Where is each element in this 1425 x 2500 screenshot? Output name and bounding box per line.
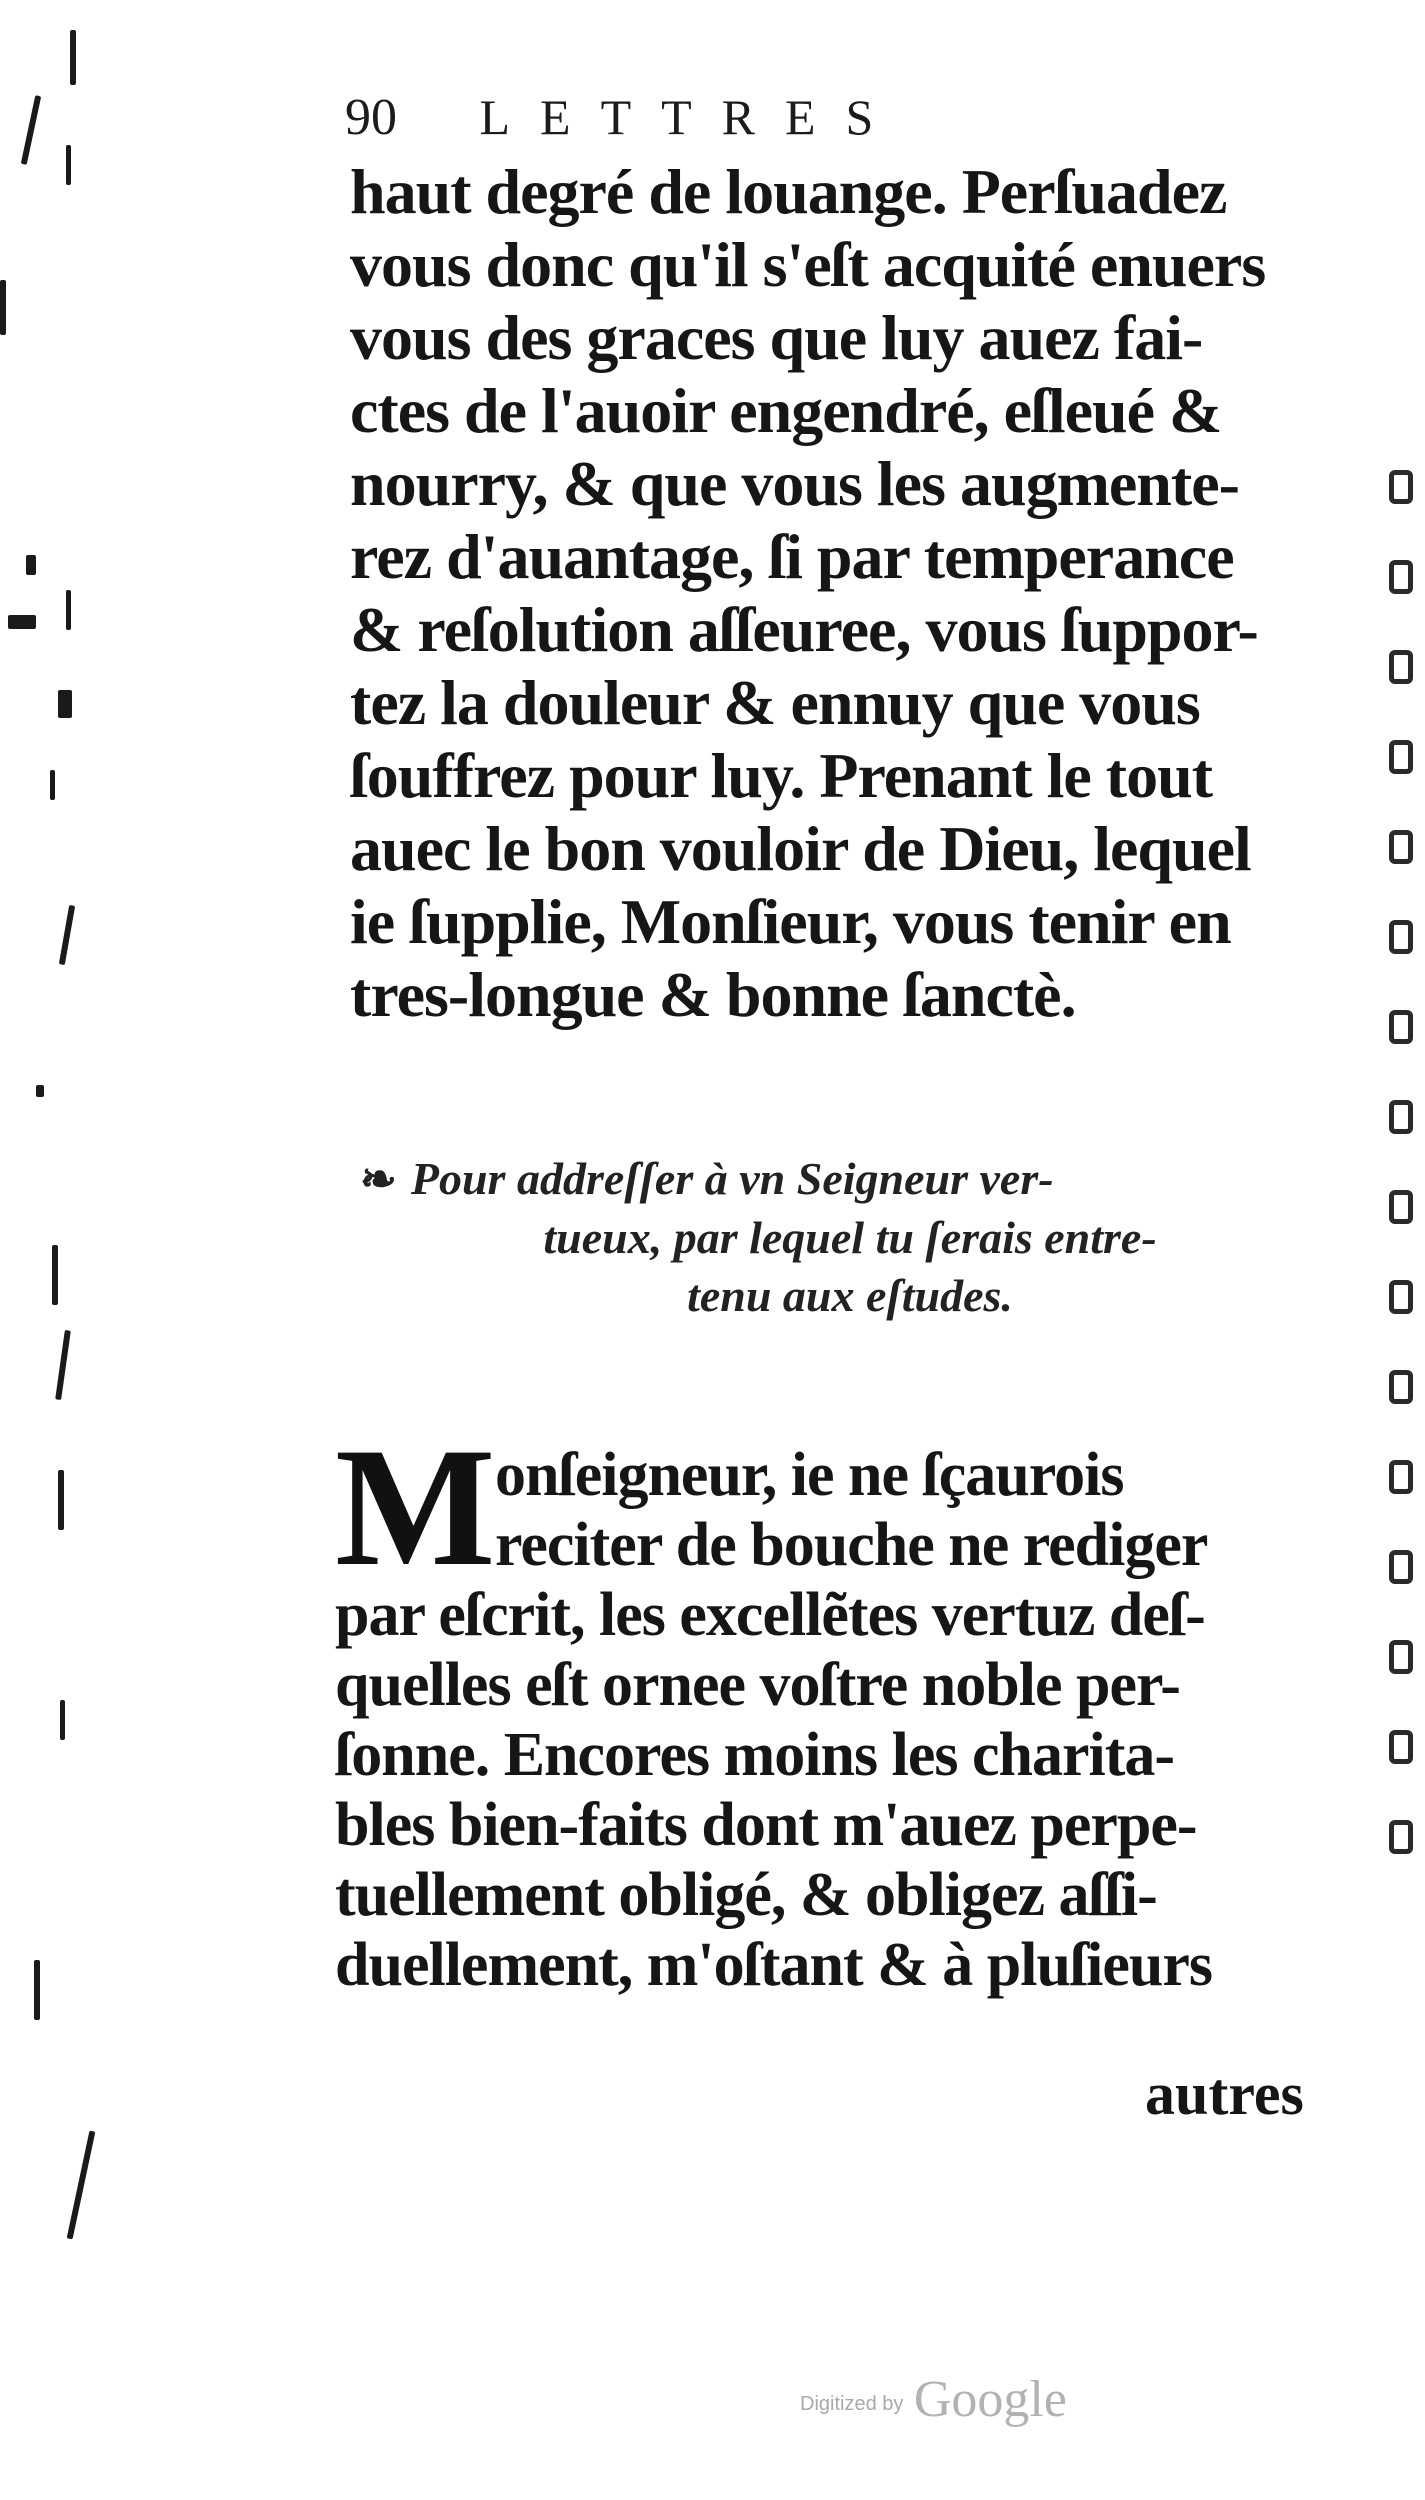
text-line: vous donc qu'il s'eſt acquité enuers <box>350 229 1266 300</box>
drop-cap: M <box>335 1413 495 1601</box>
text-line: bles bien-faits dont m'auez perpe- <box>335 1791 1197 1859</box>
heading-line: tueux, par lequel tu ſerais entre- <box>543 1212 1157 1263</box>
text-line: par eſcrit, les excellẽtes vertuz deſ- <box>335 1581 1205 1649</box>
letter-body <box>335 1413 1335 2000</box>
text-line: nourry, & que vous les augmente- <box>350 448 1239 519</box>
running-title: LETTRES <box>479 89 904 145</box>
text-line: auec le bon vouloir de Dieu, lequel <box>350 813 1251 884</box>
catchword: autres <box>1145 2061 1304 2127</box>
text-line: tez la douleur & ennuy que vous <box>350 667 1200 738</box>
text-line: vous des graces que luy auez fai- <box>350 302 1203 373</box>
running-head <box>345 88 903 147</box>
letter-heading <box>360 1150 1340 1325</box>
watermark-prefix: Digitized by <box>800 2393 904 2415</box>
right-edge-bleedthrough <box>1383 470 1425 1970</box>
text-line: & reſolution aſſeuree, vous ſuppor- <box>350 594 1258 665</box>
text-line: onſeigneur, ie ne ſçaurois <box>495 1441 1124 1509</box>
page-number: 90 <box>345 89 397 146</box>
left-edge-marks <box>0 0 90 2300</box>
heading-line: tenu aux eſtudes. <box>687 1270 1013 1321</box>
text-line: tres-longue & bonne ſanctè. <box>350 959 1076 1030</box>
digitized-watermark <box>800 2370 1067 2429</box>
text-line: ſouffrez pour luy. Prenant le tout <box>350 740 1212 811</box>
text-line: haut degré de louange. Perſuadez <box>350 156 1227 227</box>
text-line: ſonne. Encores moins les charita- <box>335 1721 1174 1789</box>
text-line: quelles eſt ornee voſtre noble per- <box>335 1651 1180 1719</box>
text-line: ctes de l'auoir engendré, eſleué & <box>350 375 1222 446</box>
text-line: reciter de bouche ne rediger <box>495 1511 1208 1579</box>
text-line: tuellement obligé, & obligez aſſi- <box>335 1861 1157 1929</box>
heading-line: Pour addreſſer à vn Seigneur ver- <box>410 1153 1054 1204</box>
text-line: ie ſupplie, Monſieur, vous tenir en <box>350 886 1231 957</box>
fleuron-icon: ❧ <box>360 1155 397 1204</box>
text-line: rez d'auantage, ſi par temperance <box>350 521 1234 592</box>
body-text <box>350 155 1350 1031</box>
google-logo: Google <box>913 2371 1067 2428</box>
text-line: duellement, m'oſtant & à pluſieurs <box>335 1931 1213 1999</box>
